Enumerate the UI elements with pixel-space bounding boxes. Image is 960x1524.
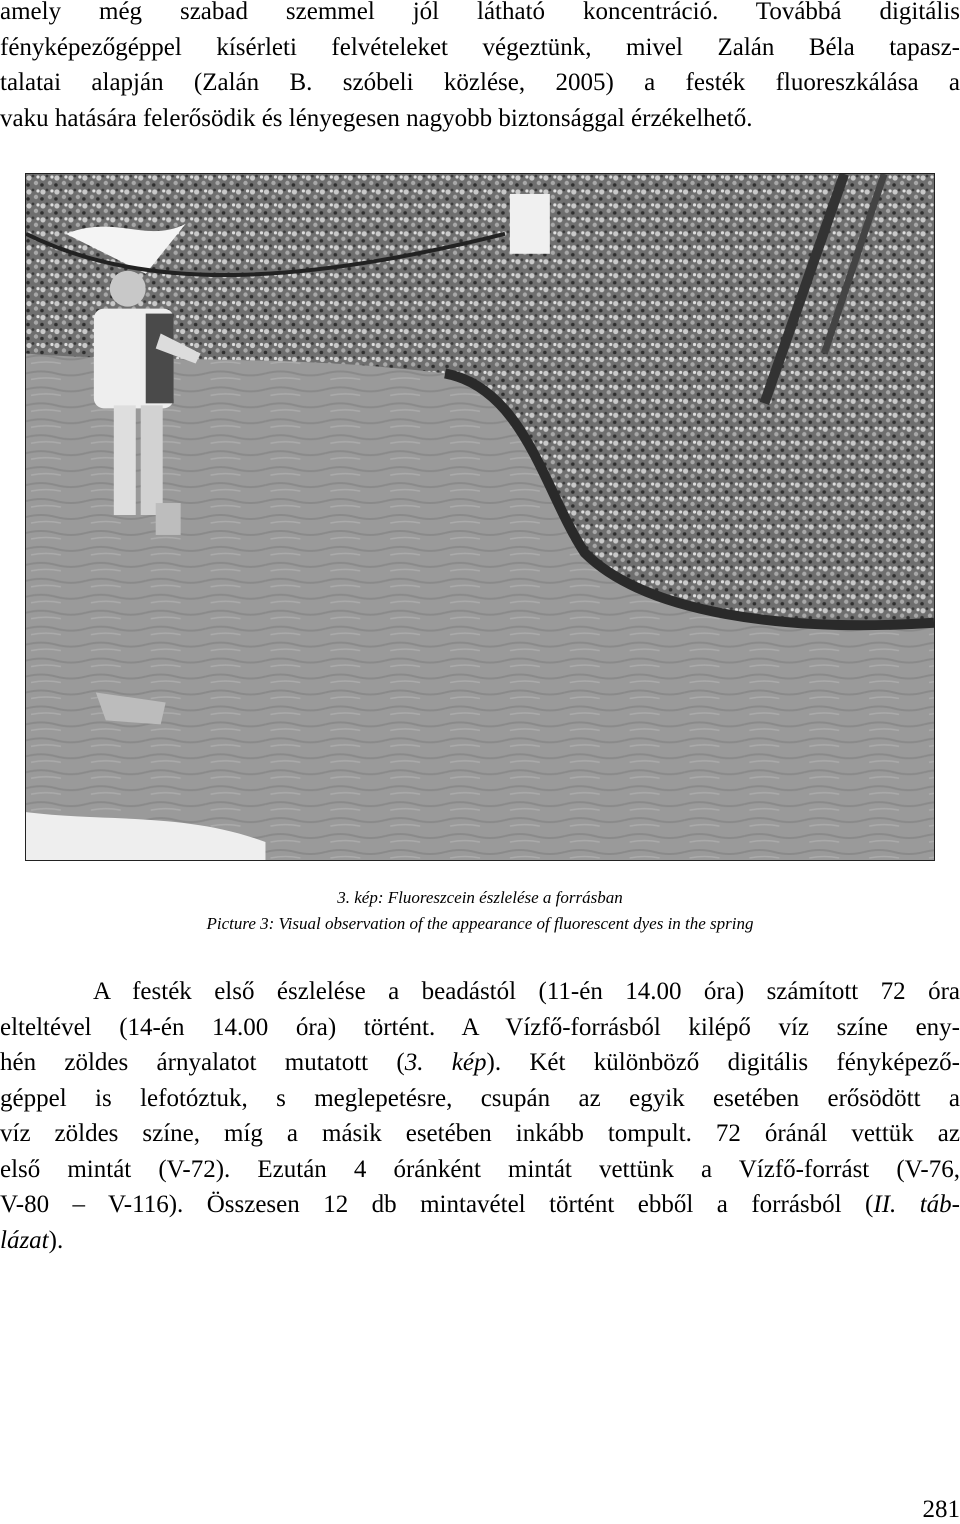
text-line: vaku hatására felerősödik és lényegesen nagyobb biztonsággal érzékelhető. [0, 101, 960, 137]
text-line: V-80 – V-116). Összesen 12 db mintavétel történt ebből a forrásból (II. táb- [0, 1187, 960, 1223]
text-line: első mintát (V-72). Ezután 4 óránként mintát vettünk a Vízfő-forrást (V-76, [0, 1152, 960, 1188]
text-line: elteltével (14-én 14.00 óra) történt. A Vízfő-forrásból kilépő víz színe eny- [0, 1010, 960, 1046]
text-line: talatai alapján (Zalán B. szóbeli közlése, 2005) a festék fluoreszkálása a [0, 65, 960, 101]
figure-caption-hu: 3. kép: Fluoreszcein észlelése a forrásban [0, 887, 960, 909]
text-line: fényképezőgéppel kísérleti felvételeket végeztünk, mivel Zalán Béla tapasz- [0, 30, 960, 66]
text-line: A festék első észlelése a beadástól (11-én 14.00 óra) számított 72 óra [0, 974, 960, 1010]
text-line: víz zöldes színe, míg a másik esetében inkább tompult. 72 óránál vettük az [0, 1116, 960, 1152]
figure-caption-en: Picture 3: Visual observation of the appearance of fluorescent dyes in the spring [0, 913, 960, 935]
river-photo [26, 174, 934, 860]
text-line: amely még szabad szemmel jól látható koncentráció. Továbbá digitális [0, 0, 960, 30]
page-number: 281 [923, 1496, 960, 1524]
text-line: géppel is lefotóztuk, s meglepetésre, csupán az egyik esetében erősödött a [0, 1081, 960, 1117]
table-reference: lázat [0, 1227, 49, 1254]
snow-patch [510, 194, 550, 254]
text-line: lázat). [0, 1223, 960, 1259]
bottom-paragraph [0, 974, 960, 1258]
table-reference: II. táb- [873, 1191, 960, 1218]
top-paragraph [0, 0, 960, 136]
text-line: hén zöldes árnyalatot mutatott (3. kép). Két különböző digitális fényképező- [0, 1045, 960, 1081]
photo-river-figure [25, 173, 935, 861]
figure-reference: 3. kép [405, 1049, 487, 1076]
